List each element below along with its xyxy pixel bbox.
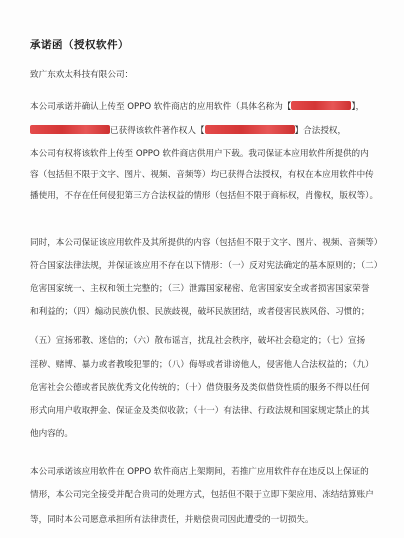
document-title: 承诺函（授权软件） — [30, 39, 129, 51]
p1-line-2-end: 】合法授权， — [294, 126, 347, 136]
p2-line: 危害国家统一、主权和领土完整的；（三）泄露国家秘密、危害国家安全或者损害国家荣誉 — [30, 284, 370, 294]
p2-line: 形式向用户收取押金、保证金及类似收款；（十一）有法律、行政法规和国家规定禁止的其 — [30, 406, 370, 416]
p2-line: 和利益的；（四）煽动民族仇恨、民族歧视，破坏民族团结，或者侵害民族风俗、习惯的； — [30, 307, 370, 317]
p2-line: 他内容的。 — [30, 429, 73, 439]
p1-line-5: 播使用，不存在任何侵犯第三方合法权益的情形（包括但不限于商标权，肖像权，版权等）。 — [30, 191, 379, 201]
redacted-copyright-owner — [205, 125, 295, 134]
p1-line-1-text: 本公司承诺并确认上传至 OPPO 软件商店的应用软件（具体名称为【 — [30, 102, 292, 112]
p2-line: 同时，本公司保证该应用软件及其所提供的内容（包括但不限于文字、图片、视频、音频等） — [30, 238, 383, 248]
p3-line: 本公司承诺该应用软件在 OPPO 软件商店上架期间，若推广应用软件存在违反以上保证的 — [30, 467, 369, 477]
p1-line-4: 容（包括但不限于文字、图片、视频、音频等）均已获得合法授权，有权在本应用软件中传 — [30, 170, 374, 180]
p2-line: 符合国家法律法规，并保证该应用不存在以下情形：（一）反对宪法确定的基本原则的；（二） — [30, 261, 383, 271]
salutation: 致广东欢太科技有限公司： — [30, 70, 134, 80]
p2-line: 危害社会公德或者民族优秀文化传统的；（十）借贷服务及类似借贷性质的服务不得以任何 — [30, 383, 370, 393]
redacted-software-name — [291, 101, 351, 110]
p3-line: 等，同时本公司愿意承担所有法律责任，并赔偿贵司因此遭受的一切损失。 — [30, 515, 314, 525]
p1-line-2 — [30, 125, 346, 137]
p1-line-1 — [30, 101, 364, 113]
p2-line: （五）宣扬邪教、迷信的；（六）散布谣言，扰乱社会秩序，破坏社会稳定的；（七）宣扬 — [30, 336, 366, 346]
p3-line: 情形，本公司完全接受并配合贵司的处理方式，包括但不限于立即下架应用、冻结结算账户 — [30, 490, 374, 500]
p1-line-1-end: 】， — [351, 102, 365, 112]
p1-line-2-text: 已获得该软件著作权人【 — [110, 126, 205, 136]
redacted-software-name-cont — [30, 125, 110, 134]
p2-line: 淫秽、赌博、暴力或者教唆犯罪的；（八）侮辱或者诽谤他人，侵害他人合法权益的；（九） — [30, 360, 374, 370]
p1-line-3: 本公司有权将该软件上传至 OPPO 软件商店供用户下载。我司保证本应用软件所提供的内 — [30, 149, 369, 159]
